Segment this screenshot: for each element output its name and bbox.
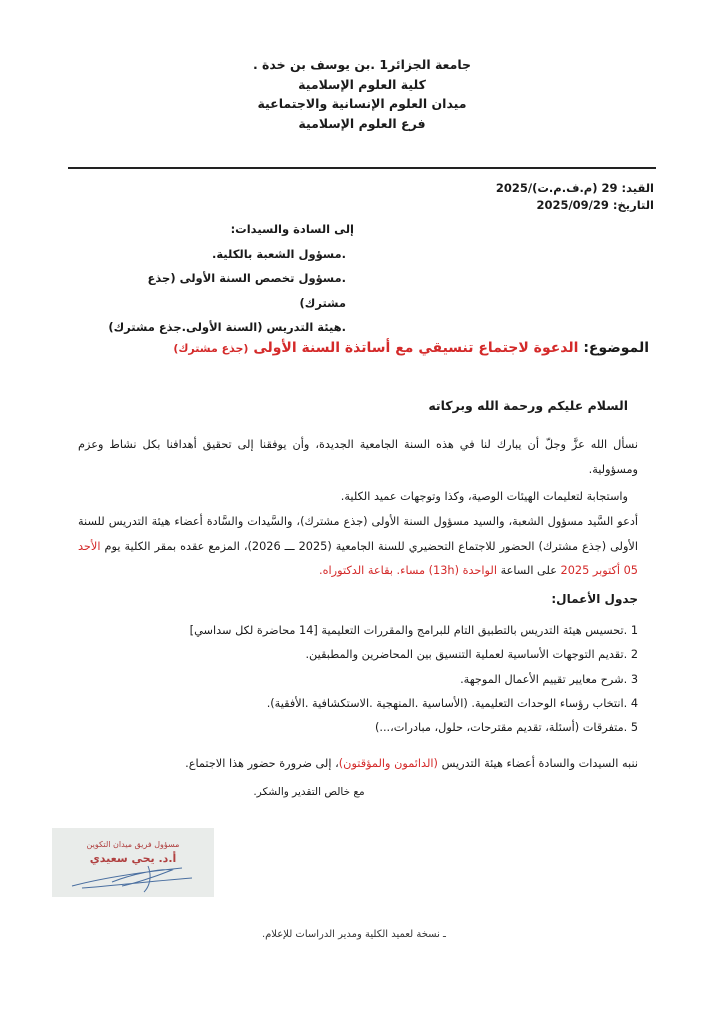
meeting-date: الأحد 05 أكتوبر 2025 [78, 539, 638, 577]
greeting: السلام عليكم ورحمة الله وبركاته [428, 398, 628, 413]
reference-block [496, 180, 654, 214]
notice-text-end: ، إلى ضرورة حضور هذا الاجتماع. [185, 757, 339, 770]
recipient-item: .هيئة التدريس (السنة الأولى.جذع مشترك) [108, 320, 346, 334]
agenda-list [78, 619, 638, 740]
signature-stamp [52, 828, 214, 897]
branch-name: فرع العلوم الإسلامية [298, 115, 426, 131]
faculty-name: كلية العلوم الإسلامية [298, 76, 426, 92]
copy-notice: ـ نسخة لعميد الكلية ومدير الدراسات للإعلام. [261, 929, 446, 940]
agenda-title: جدول الأعمال: [551, 592, 638, 606]
agenda-item: 1 .تحسيس هيئة التدريس بالتطبيق التام للبرامج والمقررات التعليمية [14 محاضرة لكل سداسي] [189, 624, 638, 637]
recipient-item: .مسؤول تخصص السنة الأولى (جذع مشترك) [147, 271, 346, 310]
reference-date: التاريخ: 2025/09/29 [536, 198, 654, 212]
paragraph-invitation [78, 510, 638, 584]
meeting-time-place: الواحدة (13h) مساء. بقاعة الدكتوراه. [319, 564, 497, 577]
closing-line: مع خالص التقدير والشكر. [253, 786, 365, 798]
notice-text: ننبه السيدات والسادة أعضاء هيئة التدريس [441, 757, 638, 770]
invitation-text: أدعو السَّيد مسؤول الشعبة، والسيد مسؤول السنة الأولى (جذع مشترك)، والسَّيدات والسَّادة أعضاء هيئة التدريس للسنة الأولى (جذع مشترك) الحضور للاجتماع التحضيري للسنة الجامعية (2025 ـــ 2026)، المزمع عقده بمقر الكلية يوم [78, 515, 638, 553]
signature-role: مسؤول فريق ميدان التكوين [86, 840, 180, 849]
subject-suffix: (جذع مشترك) [173, 342, 249, 355]
field-name: ميدان العلوم الإنسانية والاجتماعية [257, 96, 467, 111]
agenda-item: 5 .متفرقات (أسئلة، تقديم مقترحات، حلول، مبادرات،...) [374, 721, 638, 735]
agenda-item: 3 .شرح معايير تقييم الأعمال الموجهة. [460, 672, 638, 686]
handwritten-signature [52, 828, 214, 897]
attendance-notice [78, 752, 638, 777]
signature-name: أ.د. يحي سعيدي [89, 852, 177, 865]
university-name: جامعة الجزائر1 .بن يوسف بن خدة . [252, 57, 472, 72]
reference-number: القيد: 29 (م.ف.م.ت)/2025 [495, 181, 654, 195]
recipients-title: إلى السادة والسيدات: [230, 222, 354, 236]
invitation-time-label: على الساعة [500, 564, 557, 577]
agenda-item: 4 .انتخاب رؤساء الوحدات التعليمية. (الأساسية .المنهجية .الاستكشافية .الأفقية). [266, 696, 638, 710]
subject-line [49, 340, 649, 356]
agenda-item: 2 .تقديم التوجهات الأساسية لعملية التنسيق بين المحاضرين والمطبقين. [305, 648, 638, 662]
letterhead [0, 55, 724, 133]
subject-text: الدعوة لاجتماع تنسيقي مع أساتذة السنة الأولى [253, 340, 579, 356]
subject-label: الموضوع: [583, 340, 649, 356]
header-divider [68, 167, 656, 169]
recipients-block [104, 217, 354, 340]
paragraph-intro: نسأل الله عزَّ وجلّ أن يبارك لنا في هذه السنة الجامعية الجديدة، وأن يوفقنا إلى تحقيق أهدافنا بكل نشاط وعزم ومسؤولية. [78, 438, 638, 476]
notice-highlight: (الدائمون والمؤقتون) [338, 757, 438, 770]
paragraph-instructions: واستجابة لتعليمات الهيئات الوصية، وكذا وتوجهات عميد الكلية. [340, 490, 628, 503]
recipient-item: .مسؤول الشعبة بالكلية. [211, 246, 346, 261]
